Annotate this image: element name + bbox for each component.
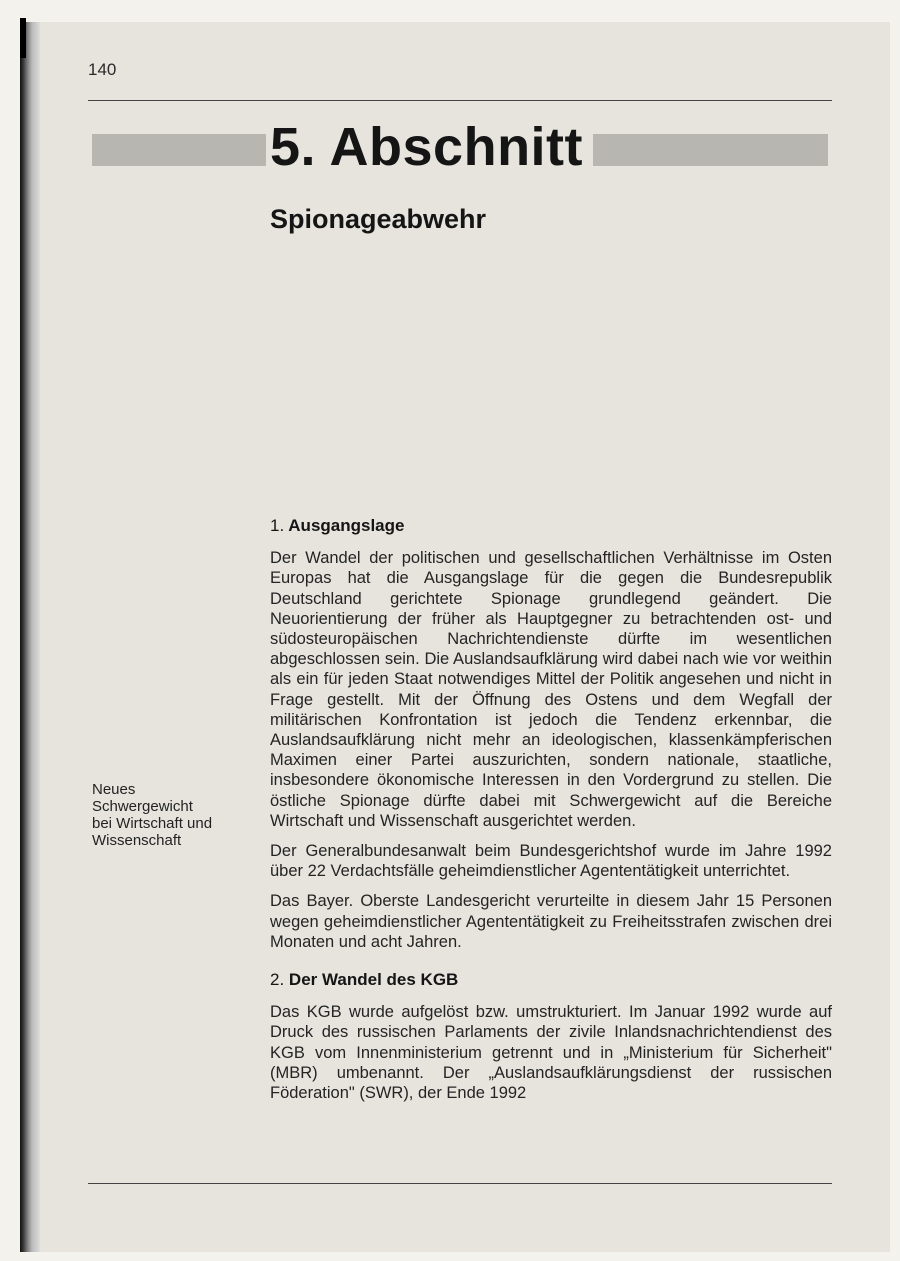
section-subtitle: Spionageabwehr xyxy=(270,204,487,234)
body-text xyxy=(270,516,832,1113)
section-number: 1. xyxy=(270,516,285,535)
page-number: 140 xyxy=(88,60,117,79)
binding-edge xyxy=(20,18,26,58)
paragraph: Das KGB wurde aufgelöst bzw. umstrukturiert. Im Januar 1992 wurde auf Druck des russischen Parlaments der zivile Inlandsnachrichtendienst des KGB vom Innenministerium getrennt und in „Ministerium für Sicherheit" (MBR) umbenannt. Der „Auslandsaufklärungsdienst der russischen Föderation" (SWR), der Ende 1992 xyxy=(270,1003,832,1103)
section-title: 5. Abschnitt xyxy=(266,110,593,184)
section-heading-kgb xyxy=(270,970,832,990)
margin-note-line: bei Wirtschaft und xyxy=(92,815,213,832)
paragraph: Der Wandel der politischen und gesellschaftlichen Verhältnisse im Osten Europas hat die Ausgangslage für die gegen die Bundesrepublik Deutschland gerichtete Spionage grundlegend geändert. Die Neuorientierung der früher als Hauptgegner zu betrachtenden ost- und südosteuropäischen Nachrichtendienste dürfte im wesentlichen abgeschlossen sein. Die Auslandsaufklärung wird dabei nach wie vor weithin als ein für jeden Staat notwendiges Mittel der Politik angesehen und nicht in Frage gestellt. Mit der Öffnung des Ostens und dem Wegfall der militärischen Konfrontation ist jedoch die Tendenz erkennbar, die Auslandsaufklärung nicht mehr an ideologischen, klassenkämpferischen Maximen einer Partei auszurichten, sondern nationale, staatliche, insbesondere ökonomische Interessen in den Vordergrund zu stellen. Die östliche Spionage dürfte dabei mit Schwergewicht auf die Bereiche Wirtschaft und Wissenschaft ausgerichtet werden. xyxy=(270,549,832,830)
margin-note xyxy=(92,781,252,849)
section-heading-ausgangslage xyxy=(270,516,832,536)
section-heading-title: Der Wandel des KGB xyxy=(288,970,459,990)
book-binding-shadow xyxy=(20,22,40,1252)
header-rule xyxy=(88,100,832,101)
margin-note-line: Wissenschaft xyxy=(92,832,182,849)
margin-note-line: Neues xyxy=(92,781,136,798)
paragraph: Der Generalbundesanwalt beim Bundesgerichtshof wurde im Jahre 1992 über 22 Verdachtsfälle geheimdienstlicher Agententätigkeit unterrichtet. xyxy=(270,842,832,881)
margin-note-line: Schwergewicht xyxy=(92,798,193,815)
footer-rule xyxy=(88,1183,832,1184)
section-heading-title: Ausgangslage xyxy=(288,516,405,535)
section-number: 2. xyxy=(270,970,285,990)
paragraph: Das Bayer. Oberste Landesgericht verurteilte in diesem Jahr 15 Personen wegen geheimdienstlicher Agententätigkeit zu Freiheitsstrafen zwischen drei Monaten und acht Jahren. xyxy=(270,892,832,951)
